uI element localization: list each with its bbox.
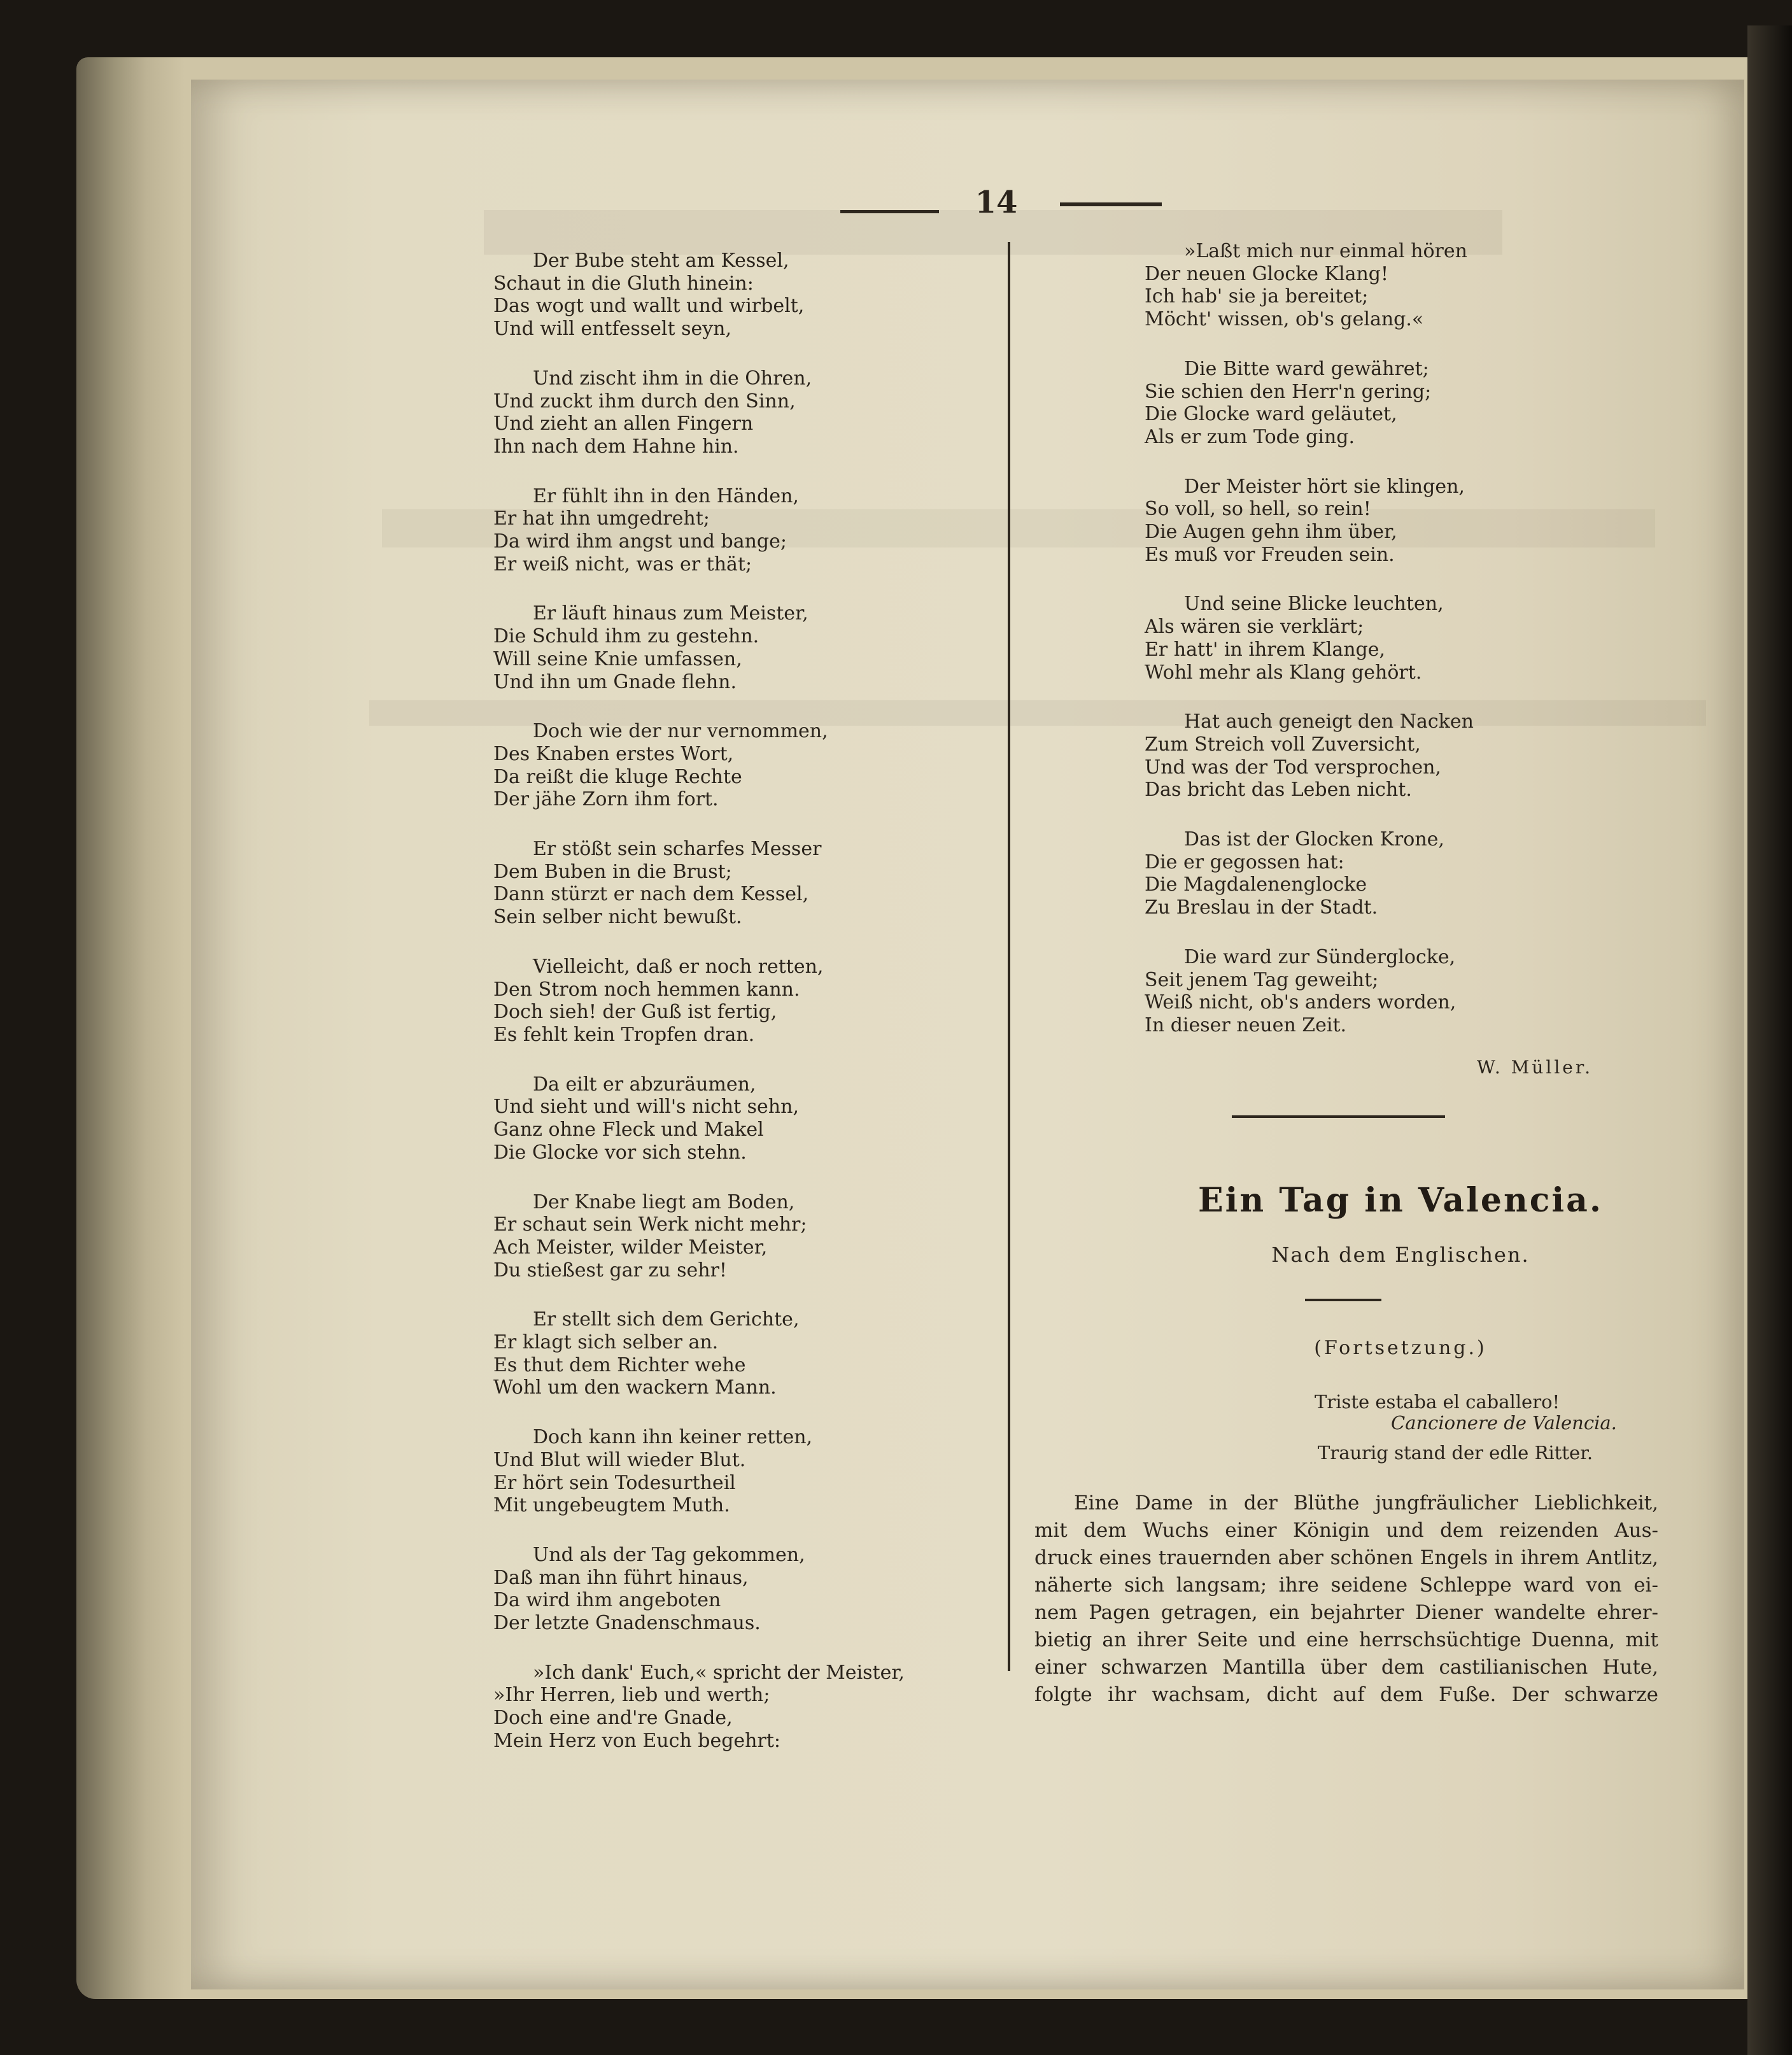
verse-line: Der letzte Gnadenschmaus. <box>493 1612 761 1635</box>
verse-line: Er hört sein Todesurtheil <box>493 1471 736 1494</box>
stanza <box>1145 946 1474 1037</box>
verse-line: Als er zum Tode ging. <box>1145 425 1355 448</box>
verse-line: Es muß vor Freuden sein. <box>1145 543 1395 566</box>
verse-line: Die Glocke ward geläutet, <box>1145 403 1397 426</box>
verse-line: Und was der Tod versprochen, <box>1145 756 1441 779</box>
body-line: druck eines trauernden aber schönen Engels in ihrem Antlitz, <box>1034 1546 1658 1569</box>
body-line: Eine Dame in der Blüthe jungfräulicher Lieblichkeit, <box>1074 1492 1658 1515</box>
verse-line: Der Meister hört sie klingen, <box>1184 475 1465 498</box>
verse-line: Seit jenem Tag geweiht; <box>1145 968 1379 991</box>
subtitle-rule <box>1305 1299 1381 1301</box>
continued-note: (Fortsetzung.) <box>1314 1337 1487 1359</box>
verse-line: Möcht' wissen, ob's gelang.« <box>1145 308 1424 331</box>
verse-line: Da reißt die kluge Rechte <box>493 765 742 788</box>
section-rule <box>1232 1115 1445 1118</box>
stanza <box>1145 828 1474 919</box>
verse-line: Zu Breslau in der Stadt. <box>1145 896 1378 919</box>
stanza <box>493 1426 905 1517</box>
verse-line: Zum Streich voll Zuversicht, <box>1145 733 1421 756</box>
verse-line: Er stellt sich dem Gerichte, <box>533 1308 800 1331</box>
verse-line: Und zuckt ihm durch den Sinn, <box>493 390 796 413</box>
verse-line: Er läuft hinaus zum Meister, <box>533 602 808 625</box>
verse-line: Doch wie der nur vernommen, <box>533 720 828 743</box>
verse-line: Die er gegossen hat: <box>1145 851 1344 873</box>
epigraph-translation: Traurig stand der edle Ritter. <box>1318 1442 1593 1464</box>
verse-line: »Laßt mich nur einmal hören <box>1184 240 1467 262</box>
verse-line: Doch eine and're Gnade, <box>493 1707 733 1730</box>
verse-line: Und sieht und will's nicht sehn, <box>493 1096 799 1119</box>
verse-line: Mein Herz von Euch begehrt: <box>493 1729 781 1752</box>
verse-line: Will seine Knie umfassen, <box>493 647 742 670</box>
verse-line: Und zieht an allen Fingern <box>493 413 754 435</box>
stanza <box>493 838 905 929</box>
verse-line: Die Schuld ihm zu gestehn. <box>493 625 759 648</box>
verse-line: Und Blut will wieder Blut. <box>493 1448 746 1471</box>
verse-line: Er schaut sein Werk nicht mehr; <box>493 1213 807 1236</box>
stanza <box>493 1662 905 1753</box>
header-rule-right <box>1060 202 1162 206</box>
body-line: näherte sich langsam; ihre seidene Schleppe ward von ei- <box>1034 1574 1658 1597</box>
verse-line: In dieser neuen Zeit. <box>1145 1013 1347 1036</box>
stanza <box>1145 240 1474 331</box>
verse-line: Der neuen Glocke Klang! <box>1145 262 1389 285</box>
verse-line: Der Bube steht am Kessel, <box>533 250 789 272</box>
verse-line: Des Knaben erstes Wort, <box>493 742 734 765</box>
page-number: 14 <box>975 185 1018 220</box>
verse-line: Vielleicht, daß er noch retten, <box>533 955 824 978</box>
verse-line: Du stießest gar zu sehr! <box>493 1259 727 1282</box>
epigraph-line: Triste estaba el caballero! <box>1315 1391 1560 1413</box>
header-rule-left <box>840 210 939 213</box>
verse-line: Der Knabe liegt am Boden, <box>533 1190 795 1213</box>
stanza <box>1145 358 1474 449</box>
verse-line: Mit ungebeugtem Muth. <box>493 1494 730 1517</box>
verse-line: Das wogt und wallt und wirbelt, <box>493 295 805 318</box>
left-column-poem <box>493 250 905 1779</box>
stanza <box>493 720 905 811</box>
body-line: einer schwarzen Mantilla über dem castilianischen Hute, <box>1034 1656 1658 1679</box>
stanza <box>493 485 905 576</box>
verse-line: Es fehlt kein Tropfen dran. <box>493 1023 755 1046</box>
verse-line: Die Bitte ward gewähret; <box>1184 357 1429 380</box>
stanza <box>1145 476 1474 567</box>
article-subtitle: Nach dem Englischen. <box>1271 1243 1530 1267</box>
verse-line: Ganz ohne Fleck und Makel <box>493 1119 764 1141</box>
verse-line: Es thut dem Richter wehe <box>493 1353 746 1376</box>
article-title: Ein Tag in Valencia. <box>1198 1181 1603 1220</box>
body-line: mit dem Wuchs einer Königin und dem reizenden Aus- <box>1034 1519 1658 1542</box>
verse-line: Als wären sie verklärt; <box>1145 616 1364 639</box>
verse-line: »Ich dank' Euch,« spricht der Meister, <box>533 1661 905 1684</box>
stanza <box>493 1073 905 1164</box>
verse-line: Sie schien den Herr'n gering; <box>1145 380 1432 403</box>
stanza <box>493 602 905 693</box>
right-column-poem <box>1145 240 1474 1064</box>
stanza <box>493 1308 905 1399</box>
verse-line: Die Magdalenenglocke <box>1145 873 1367 896</box>
verse-line: Hat auch geneigt den Nacken <box>1184 710 1474 733</box>
verse-line: Und will entfesselt seyn, <box>493 318 732 341</box>
stanza <box>493 1544 905 1635</box>
verse-line: Wohl mehr als Klang gehört. <box>1145 661 1422 684</box>
verse-line: Er hat ihn umgedreht; <box>493 507 710 530</box>
stanza <box>1145 593 1474 684</box>
verse-line: Weiß nicht, ob's anders worden, <box>1145 991 1457 1014</box>
verse-line: Das ist der Glocken Krone, <box>1184 828 1444 851</box>
stanza <box>493 956 905 1047</box>
verse-line: Wohl um den wackern Mann. <box>493 1376 777 1399</box>
body-line: nem Pagen getragen, ein bejahrter Diener wandelte ehrer- <box>1034 1601 1658 1624</box>
verse-line: Er fühlt ihn in den Händen, <box>533 484 799 507</box>
book-binding <box>1747 25 1792 2055</box>
verse-line: Sein selber nicht bewußt. <box>493 906 742 929</box>
stanza <box>1145 710 1474 802</box>
verse-line: Den Strom noch hemmen kann. <box>493 978 800 1001</box>
verse-line: Er klagt sich selber an. <box>493 1331 719 1354</box>
verse-line: Die Augen gehn ihm über, <box>1145 521 1397 544</box>
verse-line: Er weiß nicht, was er thät; <box>493 553 752 576</box>
column-divider <box>1008 242 1010 1671</box>
stanza <box>493 1191 905 1282</box>
verse-line: Doch sieh! der Guß ist fertig, <box>493 1001 777 1024</box>
verse-line: Da wird ihm angeboten <box>493 1589 721 1612</box>
verse-line: Das bricht das Leben nicht. <box>1145 779 1412 802</box>
verse-line: Daß man ihn führt hinaus, <box>493 1566 749 1589</box>
verse-line: Ihn nach dem Hahne hin. <box>493 435 739 458</box>
verse-line: Dann stürzt er nach dem Kessel, <box>493 883 809 906</box>
verse-line: Da eilt er abzuräumen, <box>533 1073 756 1096</box>
verse-line: Und zischt ihm in die Ohren, <box>533 367 812 390</box>
verse-line: Die ward zur Sünderglocke, <box>1184 945 1456 968</box>
verse-line: Ich hab' sie ja bereitet; <box>1145 285 1369 308</box>
body-line: bietig an ihrer Seite und eine herrschsüchtige Duenna, mit <box>1034 1628 1658 1651</box>
epigraph-source: Cancionere de Valencia. <box>1391 1412 1617 1434</box>
article-body <box>1034 1490 1658 1709</box>
verse-line: Die Glocke vor sich stehn. <box>493 1141 747 1164</box>
verse-line: Doch kann ihn keiner retten, <box>533 1426 813 1449</box>
verse-line: Schaut in die Gluth hinein: <box>493 272 754 295</box>
verse-line: Er hatt' in ihrem Klange, <box>1145 638 1386 661</box>
verse-line: Und ihn um Gnade flehn. <box>493 670 737 693</box>
verse-line: Und als der Tag gekommen, <box>533 1543 805 1566</box>
verse-line: Er stößt sein scharfes Messer <box>533 838 822 861</box>
stanza <box>493 250 905 341</box>
body-line: folgte ihr wachsam, dicht auf dem Fuße. Der schwarze <box>1034 1683 1658 1706</box>
poem-signature: W. Müller. <box>1477 1057 1593 1078</box>
verse-line: »Ihr Herren, lieb und werth; <box>493 1684 770 1707</box>
verse-line: Der jähe Zorn ihm fort. <box>493 788 719 811</box>
stanza <box>493 367 905 458</box>
verse-line: So voll, so hell, so rein! <box>1145 498 1371 521</box>
verse-line: Da wird ihm angst und bange; <box>493 530 787 553</box>
verse-line: Dem Buben in die Brust; <box>493 860 732 883</box>
verse-line: Und seine Blicke leuchten, <box>1184 593 1444 616</box>
verse-line: Ach Meister, wilder Meister, <box>493 1236 768 1259</box>
